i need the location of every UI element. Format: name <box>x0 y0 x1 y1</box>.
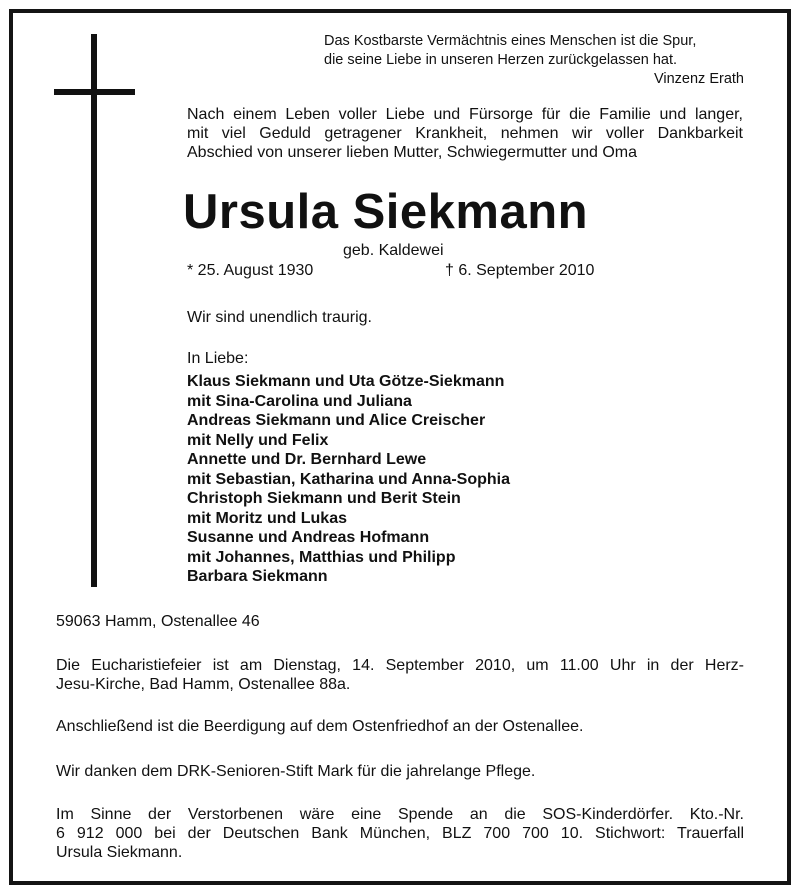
motto-line: Das Kostbarste Vermächtnis eines Menschen ist die Spur, <box>324 33 697 49</box>
motto-quote <box>324 32 744 89</box>
mourner-line: Barbara Siekmann <box>187 568 328 585</box>
mourner-line: Annette und Dr. Bernhard Lewe <box>187 451 427 468</box>
donation-line: Im Sinne der Verstorbenen wäre eine Spende an die SOS-Kinderdörfer. Kto.-Nr. <box>56 806 744 823</box>
mourner-line: Klaus Siekmann und Uta Götze-Siekmann <box>187 373 505 390</box>
mourners-list <box>187 372 510 587</box>
birth-date: * 25. August 1930 <box>187 262 314 279</box>
grief-statement: Wir sind unendlich traurig. <box>187 309 372 326</box>
mourner-line: Christoph Siekmann und Berit Stein <box>187 490 461 507</box>
burial-notice <box>56 717 744 736</box>
death-date: † 6. September 2010 <box>445 262 595 279</box>
mourner-line: mit Sina-Carolina und Juliana <box>187 392 412 410</box>
in-love-label: In Liebe: <box>187 350 249 367</box>
mourner-line: mit Moritz und Lukas <box>187 509 347 527</box>
thanks-line: Wir danken dem DRK-Senioren-Stift Mark für die jahrelange Pflege. <box>56 763 536 780</box>
mourner-line: mit Johannes, Matthias und Philipp <box>187 548 456 566</box>
cross-icon <box>91 34 97 587</box>
mourner-line: mit Sebastian, Katharina und Anna-Sophia <box>187 470 510 488</box>
intro-line: Abschied von unserer lieben Mutter, Schwiegermutter und Oma <box>187 144 638 161</box>
cross-icon-bar <box>54 89 135 95</box>
thanks-notice <box>56 762 744 781</box>
service-line: Die Eucharistiefeier ist am Dienstag, 14. September 2010, um 11.00 Uhr in der Herz- <box>56 657 744 674</box>
donation-line: 6 912 000 bei der Deutschen Bank München, BLZ 700 700 10. Stichwort: Trauerfall <box>56 825 744 842</box>
donation-line: Ursula Siekmann. <box>56 844 183 861</box>
intro-line: Nach einem Leben voller Liebe und Fürsorge für die Familie und langer, <box>187 106 743 123</box>
mourner-line: Andreas Siekmann und Alice Creischer <box>187 412 486 429</box>
service-line: Jesu-Kirche, Bad Hamm, Ostenallee 88a. <box>56 676 351 693</box>
service-notice <box>56 656 744 694</box>
mourner-line: mit Nelly und Felix <box>187 431 329 449</box>
family-address: 59063 Hamm, Ostenallee 46 <box>56 613 260 630</box>
motto-line: die seine Liebe in unseren Herzen zurückgelassen hat. <box>324 52 678 68</box>
donation-notice <box>56 805 744 862</box>
intro-line: mit viel Geduld getragener Krankheit, nehmen wir voller Dankbarkeit <box>187 125 743 142</box>
deceased-name: Ursula Siekmann <box>183 185 589 239</box>
mourner-line: Susanne und Andreas Hofmann <box>187 529 430 546</box>
motto-author: Vinzenz Erath <box>653 71 744 87</box>
maiden-name: geb. Kaldewei <box>343 242 444 259</box>
burial-line: Anschließend ist die Beerdigung auf dem Ostenfriedhof an der Ostenallee. <box>56 718 584 735</box>
intro-text <box>187 105 743 162</box>
